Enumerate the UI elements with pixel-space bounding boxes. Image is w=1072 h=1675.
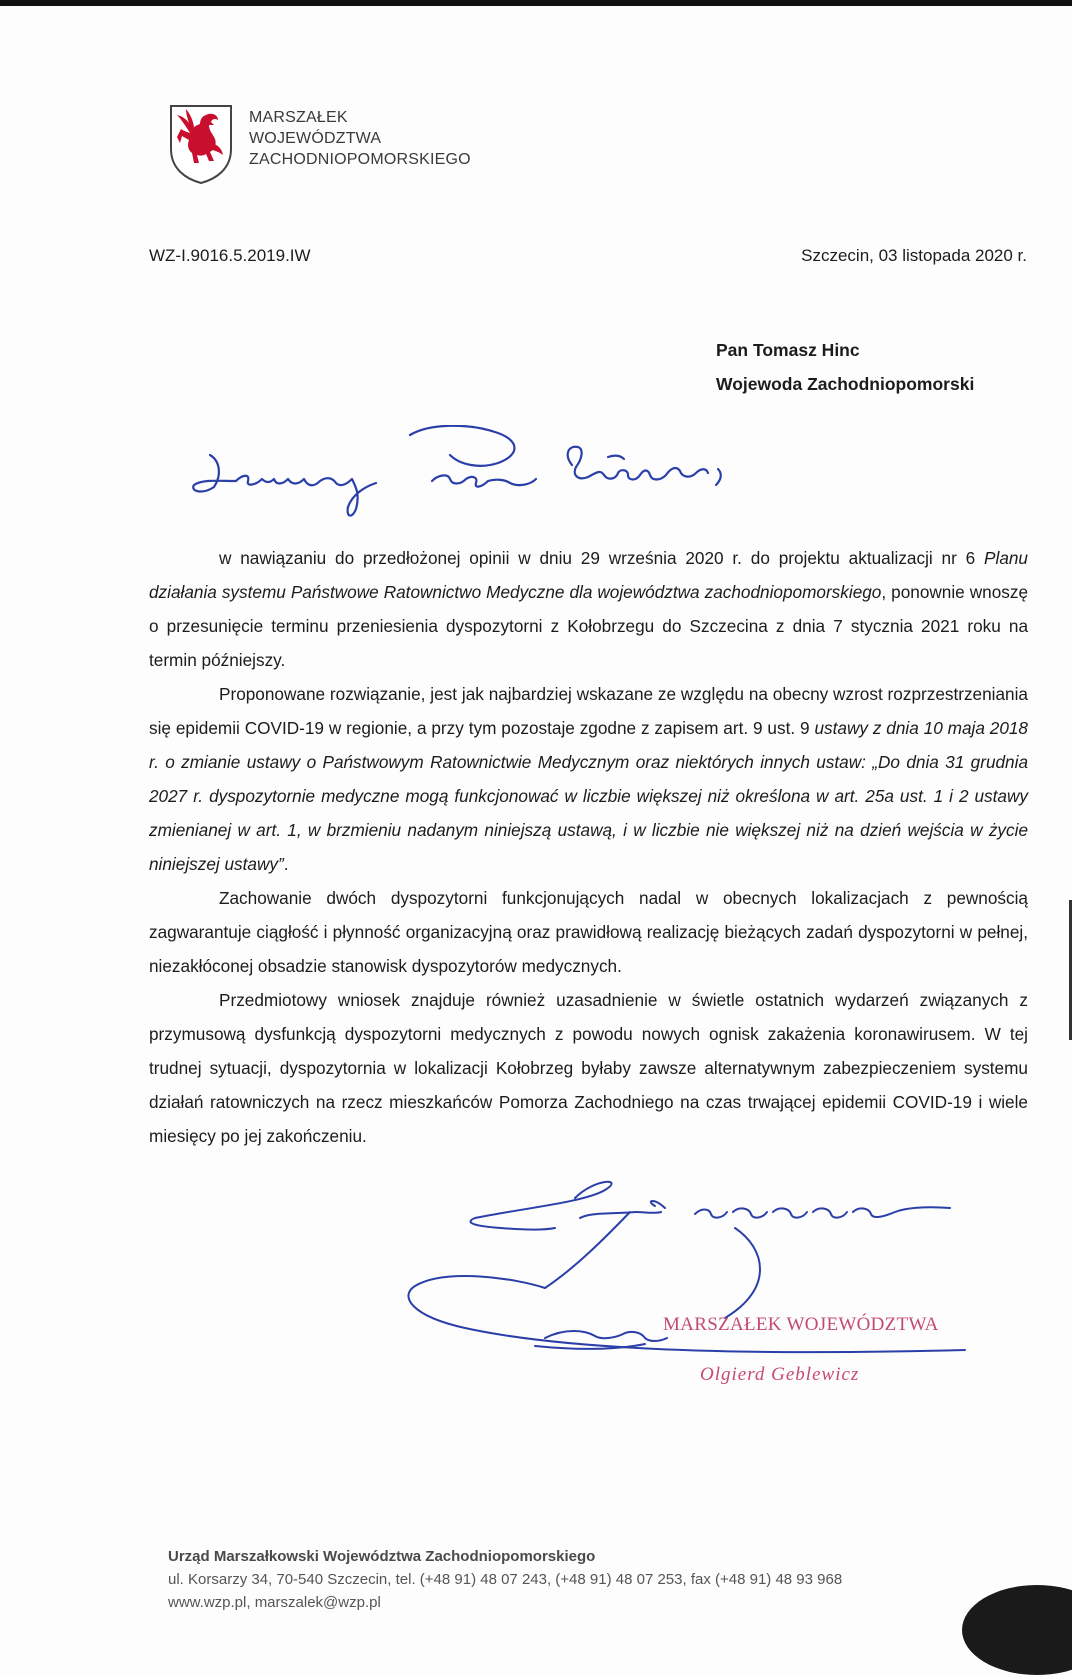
p1-plan-title: Planu działania systemu Państwowe Ratownictwo Medyczne dla województwa zachodniopomorskiego xyxy=(149,548,1028,602)
body-paragraph-3: Zachowanie dwóch dyspozytorni funkcjonujących nadal w obecnych lokalizacjach z pewnością zagwarantuje ciągłość i płynność organizacyjną oraz prawidłową realizację bieżących zadań dyspozytorni w pełnej, niezakłóconej obsadzie stanowisk dyspozytorów medycznych. xyxy=(149,888,1028,976)
stamp-title: MARSZAŁEK WOJEWÓDZTWA xyxy=(663,1314,939,1335)
p2-text-b: . xyxy=(283,854,289,874)
org-line-2: WOJEWÓDZTWA xyxy=(249,130,382,147)
stamp-name: Olgierd Geblewicz xyxy=(700,1364,860,1385)
footer-address: ul. Korsarzy 34, 70-540 Szczecin, tel. (+48 91) 48 07 243, (+48 91) 48 07 253, fax (+48 91) 48 93 968 xyxy=(168,1571,843,1588)
scan-top-edge xyxy=(0,0,1072,6)
footer-web: www.wzp.pl, marszalek@wzp.pl xyxy=(168,1594,381,1611)
letter-footer xyxy=(168,1545,842,1614)
p4-text-a: Przedmiotowy wniosek znajduje również uzasadnienie w świetle ostatnich wydarzeń związanych z przymusową dysfunkcją dyspozytorni medycznych z powodu nowych ognisk zakażenia koronawirusem. xyxy=(149,990,1028,1044)
p2-text-a: Proponowane rozwiązanie, jest jak najbardziej wskazane ze względu na obecny wzrost rozprzestrzeniania się epidemii COVID-19 w regionie, a przy tym pozostaje zgodne z zapisem art. 9 ust. 9 xyxy=(149,684,1028,738)
p4-text-b: W tej trudnej sytuacji, dyspozytornia w lokalizacji Kołobrzeg byłaby zawsze alternatywnym zabezpieczeniem systemu działań ratowniczych na rzecz mieszkańców Pomorza Zachodniego na czas trwającej epidemii COVID-19 i wiele miesięcy po jej zakończeniu. xyxy=(149,1024,1028,1146)
letter-date: Szczecin, 03 listopada 2020 r. xyxy=(801,246,1027,265)
addressee-name: Pan Tomasz Hinc xyxy=(716,340,860,360)
addressee-title: Wojewoda Zachodniopomorski xyxy=(716,374,975,394)
org-line-1: MARSZAŁEK xyxy=(249,109,348,126)
body-paragraph-4 xyxy=(149,983,1028,1153)
reference-number: WZ-I.9016.5.2019.IW xyxy=(149,246,311,265)
addressee xyxy=(716,333,974,401)
p1-text-a: w nawiązaniu do przedłożonej opinii w dniu 29 września 2020 r. do projektu aktualizacji nr 6 xyxy=(219,548,985,568)
scan-corner-shadow xyxy=(962,1585,1072,1675)
organization-name xyxy=(249,107,471,170)
letter-body xyxy=(149,541,1028,1153)
handwritten-salutation xyxy=(180,425,840,530)
griffin-crest-icon xyxy=(168,103,234,185)
body-paragraph-2 xyxy=(149,677,1028,881)
p2-law-quote: ustawy z dnia 10 maja 2018 r. o zmianie ustawy o Państwowym Ratownictwie Medycznym oraz niektórych innych ustaw: „Do dnia 31 grudnia 2027 r. dyspozytornie medyczne mogą funkcjonować w liczbie większej niż określona w art. 25a ust. 1 i 2 ustawy zmienianej w art. 1, w brzmieniu nadanym niniejszą ustawą, i w liczbie nie większej niż na dzień wejścia w życie niniejszej ustawy” xyxy=(149,718,1028,874)
body-paragraph-1 xyxy=(149,541,1028,677)
p1-text-b: , ponownie wnoszę o przesunięcie terminu przeniesienia dyspozytorni z Kołobrzegu do Szczecina z dnia 7 stycznia 2021 roku na termin późniejszy. xyxy=(149,582,1028,670)
org-line-3: ZACHODNIOPOMORSKIEGO xyxy=(249,151,471,168)
footer-office: Urząd Marszałkowski Województwa Zachodniopomorskiego xyxy=(168,1548,596,1565)
